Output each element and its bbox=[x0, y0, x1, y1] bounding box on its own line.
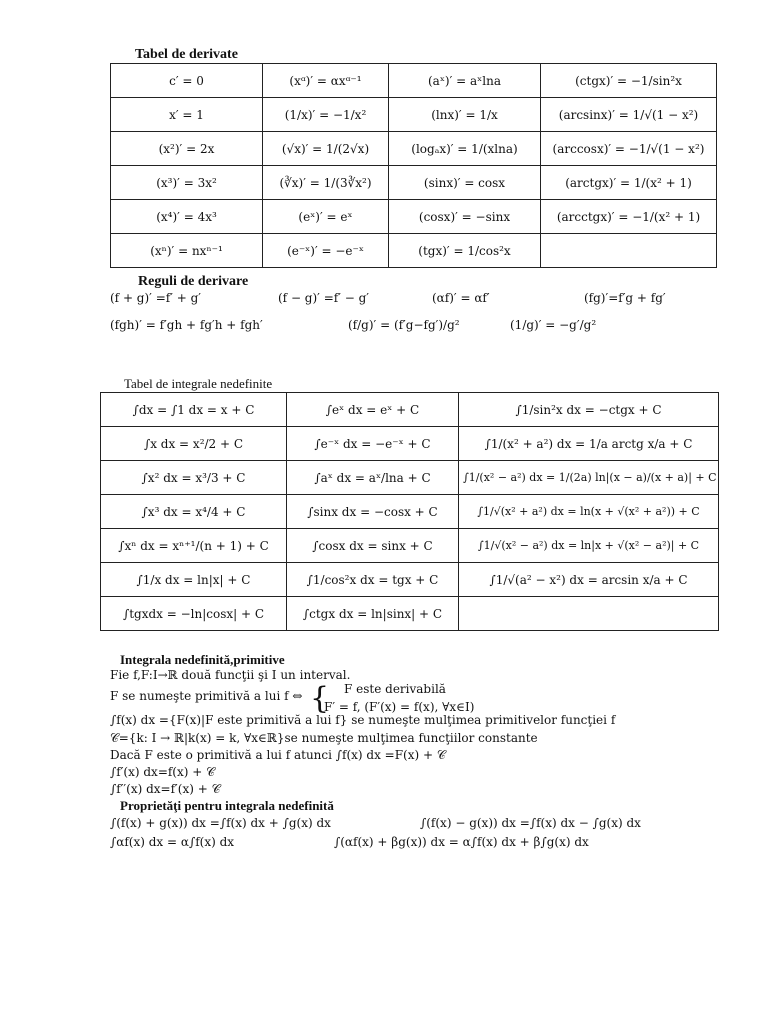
rule-scalar: (αf)′ = αf′ bbox=[432, 291, 490, 305]
rules-title: Reguli de derivare bbox=[138, 274, 249, 289]
rule-sum: (f + g)′ =f′ + g′ bbox=[110, 291, 202, 305]
derivative-primitive: ∫f′(x) dx=f(x) + 𝒞 bbox=[110, 765, 215, 779]
table-cell: (∛x)′ = 1/(3∛x²) bbox=[263, 166, 389, 200]
integrals-title: Tabel de integrale nedefinite bbox=[124, 376, 273, 391]
second-derivative-primitive: ∫f′′(x) dx=f′(x) + 𝒞 bbox=[110, 782, 221, 796]
table-cell: (1/x)′ = −1/x² bbox=[263, 98, 389, 132]
table-cell: (x⁴)′ = 4x³ bbox=[111, 200, 263, 234]
table-cell: ∫aˣ dx = aˣ/lna + C bbox=[287, 461, 459, 495]
condition-equality: F′ = f, (F′(x) = f(x), ∀x∈I) bbox=[324, 700, 475, 714]
table-cell: (x²)′ = 2x bbox=[111, 132, 263, 166]
table-cell: ∫xⁿ dx = xⁿ⁺¹/(n + 1) + C bbox=[101, 529, 287, 563]
condition-derivable: F este derivabilă bbox=[344, 682, 446, 696]
property-sum: ∫(f(x) + g(x)) dx =∫f(x) dx + ∫g(x) dx bbox=[110, 816, 331, 830]
rule-difference: (f − g)′ =f′ − g′ bbox=[278, 291, 370, 305]
table-cell: ∫x³ dx = x⁴/4 + C bbox=[101, 495, 287, 529]
table-cell: (√x)′ = 1/(2√x) bbox=[263, 132, 389, 166]
table-cell: (logₐx)′ = 1/(xlna) bbox=[389, 132, 541, 166]
rule-product: (fg)′=f′g + fg′ bbox=[584, 291, 666, 305]
table-row bbox=[111, 98, 717, 132]
table-row bbox=[101, 563, 719, 597]
table-cell: (x³)′ = 3x² bbox=[111, 166, 263, 200]
property-difference: ∫(f(x) − g(x)) dx =∫f(x) dx − ∫g(x) dx bbox=[420, 816, 641, 830]
table-cell: (lnx)′ = 1/x bbox=[389, 98, 541, 132]
primitive-statement: Dacă F este o primitivă a lui f atunci ∫f(x) dx =F(x) + 𝒞 bbox=[110, 748, 446, 762]
rule-quotient: (f/g)′ = (f′g−fg′)/g² bbox=[348, 318, 460, 332]
rule-reciprocal: (1/g)′ = −g′/g² bbox=[510, 318, 597, 332]
table-cell: (arctgx)′ = 1/(x² + 1) bbox=[541, 166, 717, 200]
table-cell: ∫1/sin²x dx = −ctgx + C bbox=[459, 393, 719, 427]
brace-icon: { bbox=[310, 681, 330, 716]
table-cell bbox=[459, 597, 719, 631]
table-cell: ∫eˣ dx = eˣ + C bbox=[287, 393, 459, 427]
table-cell bbox=[541, 234, 717, 268]
table-cell: ∫1/√(x² + a²) dx = ln(x + √(x² + a²)) + C bbox=[459, 495, 719, 529]
table-row bbox=[101, 393, 719, 427]
integrals-table bbox=[100, 392, 719, 631]
derivatives-table bbox=[110, 63, 717, 268]
table-row bbox=[101, 495, 719, 529]
table-cell: (eˣ)′ = eˣ bbox=[263, 200, 389, 234]
table-cell: ∫x² dx = x³/3 + C bbox=[101, 461, 287, 495]
table-cell: ∫tgxdx = −ln|cosx| + C bbox=[101, 597, 287, 631]
table-row bbox=[101, 461, 719, 495]
property-linear: ∫(αf(x) + βg(x)) dx = α∫f(x) dx + β∫g(x) dx bbox=[334, 835, 589, 849]
table-cell: c′ = 0 bbox=[111, 64, 263, 98]
table-cell: (cosx)′ = −sinx bbox=[389, 200, 541, 234]
table-row bbox=[101, 427, 719, 461]
table-row bbox=[111, 200, 717, 234]
primitives-set: ∫f(x) dx ={F(x)|F este primitivă a lui f} se numeşte mulţimea primitivelor funcţiei f bbox=[110, 713, 616, 727]
table-row bbox=[111, 64, 717, 98]
table-cell: (xᵅ)′ = αxᵅ⁻¹ bbox=[263, 64, 389, 98]
table-cell: ∫1/x dx = ln|x| + C bbox=[101, 563, 287, 597]
table-cell: ∫1/√(a² − x²) dx = arcsin x/a + C bbox=[459, 563, 719, 597]
derivatives-title: Tabel de derivate bbox=[135, 47, 238, 62]
table-cell: ∫1/(x² − a²) dx = 1/(2a) ln|(x − a)/(x + a)| + C bbox=[459, 461, 719, 495]
table-cell: (arcctgx)′ = −1/(x² + 1) bbox=[541, 200, 717, 234]
table-cell: (arcsinx)′ = 1/√(1 − x²) bbox=[541, 98, 717, 132]
table-row bbox=[111, 166, 717, 200]
table-cell: ∫sinx dx = −cosx + C bbox=[287, 495, 459, 529]
table-cell: (aˣ)′ = aˣlna bbox=[389, 64, 541, 98]
table-cell: ∫1/(x² + a²) dx = 1/a arctg x/a + C bbox=[459, 427, 719, 461]
table-cell: ∫dx = ∫1 dx = x + C bbox=[101, 393, 287, 427]
table-cell: (xⁿ)′ = nxⁿ⁻¹ bbox=[111, 234, 263, 268]
primitives-title: Integrala nedefinită,primitive bbox=[120, 652, 285, 667]
table-cell: ∫ctgx dx = ln|sinx| + C bbox=[287, 597, 459, 631]
primitive-iff: F se numeşte primitivă a lui f ⇔ bbox=[110, 689, 303, 703]
table-cell: ∫1/√(x² − a²) dx = ln|x + √(x² − a²)| + C bbox=[459, 529, 719, 563]
table-cell: x′ = 1 bbox=[111, 98, 263, 132]
table-cell: (arccosx)′ = −1/√(1 − x²) bbox=[541, 132, 717, 166]
constants-set: 𝒞={k: I → ℝ|k(x) = k, ∀x∈ℝ}se numeşte mulţimea funcţiilor constante bbox=[110, 731, 538, 745]
table-cell: ∫cosx dx = sinx + C bbox=[287, 529, 459, 563]
table-cell: ∫1/cos²x dx = tgx + C bbox=[287, 563, 459, 597]
primitives-definition: Fie f,F:I→ℝ două funcţii şi I un interval. bbox=[110, 668, 351, 682]
table-cell: (tgx)′ = 1/cos²x bbox=[389, 234, 541, 268]
table-cell: ∫x dx = x²/2 + C bbox=[101, 427, 287, 461]
table-cell: ∫e⁻ˣ dx = −e⁻ˣ + C bbox=[287, 427, 459, 461]
table-row bbox=[101, 529, 719, 563]
table-cell: (sinx)′ = cosx bbox=[389, 166, 541, 200]
table-row bbox=[111, 132, 717, 166]
table-row bbox=[111, 234, 717, 268]
rule-triple-product: (fgh)′ = f′gh + fg′h + fgh′ bbox=[110, 318, 263, 332]
table-row bbox=[101, 597, 719, 631]
table-cell: (ctgx)′ = −1/sin²x bbox=[541, 64, 717, 98]
table-cell: (e⁻ˣ)′ = −e⁻ˣ bbox=[263, 234, 389, 268]
property-scalar: ∫αf(x) dx = α∫f(x) dx bbox=[110, 835, 235, 849]
properties-title: Proprietăţi pentru integrala nedefinită bbox=[120, 798, 334, 813]
